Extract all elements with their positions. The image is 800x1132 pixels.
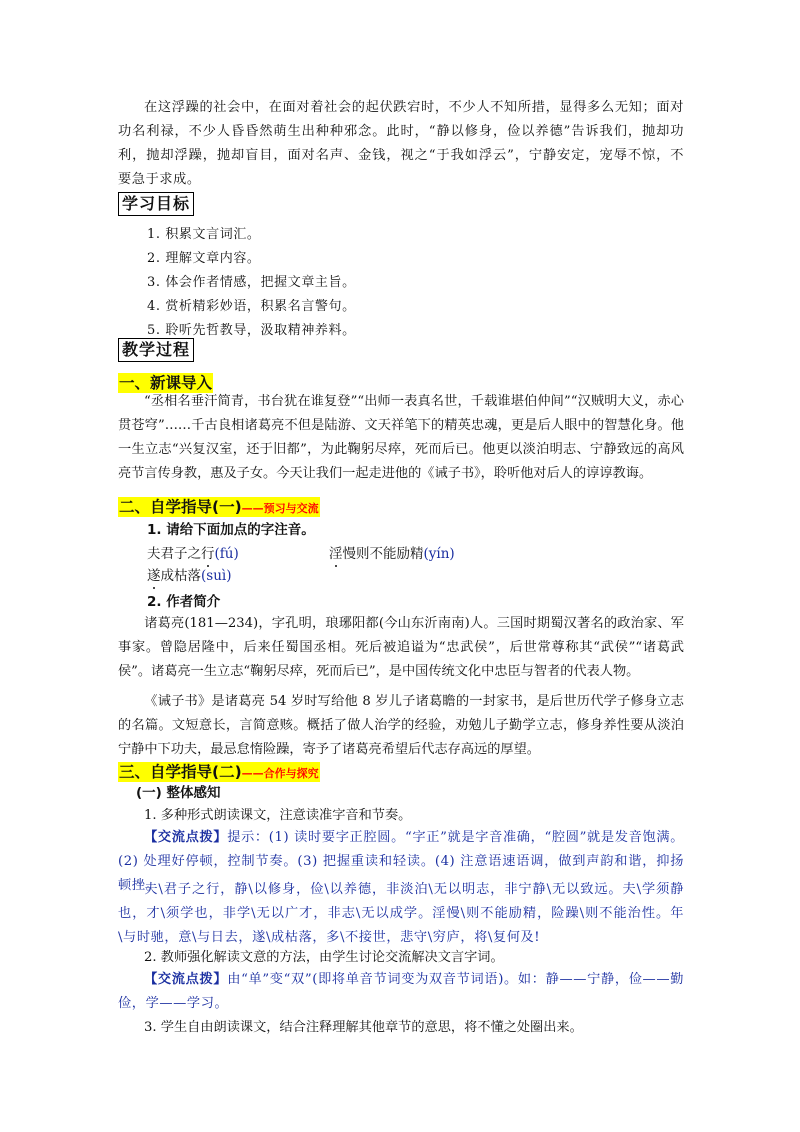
book-intro-text: 《诫子书》是诸葛亮 54 岁时写给他 8 岁儿子诸葛瞻的一封家书，是后世历代学子修身立志的名篇。文短意长，言简意赅。概括了做人治学的经验，劝勉儿子勤学立志，修身养性要从淡泊宁静中下功夫，最忌怠惰险躁，寄予了诸葛亮希望后代志存高远的厚望。 [118, 694, 684, 757]
author-text: 诸葛亮(181—234)，字孔明，琅琊阳都(今山东沂南南)人。三国时期蜀汉著名的政治家、军事家。曾隐居隆中，后来任蜀国丞相。死后被追谥为“忠武侯”，后世常尊称其“武侯”“诸葛武侯”。诸葛亮一生立志“鞠躬尽瘁，死而后已”，是中国传统文化中忠臣与智者的代表人物。 [118, 616, 684, 679]
pinyin-word-1: 夫君子之行(fú) [147, 546, 239, 562]
section-2-title: 二、自学指导(一)——预习与交流 [119, 498, 319, 516]
section-1-text: “丞相名垂汗简青，书台犹在谁复登”“出师一表真名世，千载谁堪伯仲间”“汉贼明大义，赤心贯苍穹”……千古良相诸葛亮不但是陆游、文天祥笔下的精英忠魂，更是后人眼中的智慧化身。他一生立志“兴复汉室，还于旧都”，为此鞠躬尽瘁，死而后已。他更以淡泊明志、宁静致远的高风亮节言传身教，惠及子女。今天让我们一起走进他的《诫子书》，聆听他对后人的谆谆教诲。 [118, 394, 684, 481]
goals-heading: 学习目标 [118, 192, 194, 216]
goal-item: 5. 聆听先哲教导，汲取精神养料。 [147, 323, 356, 338]
pinyin-word-3: 遂成枯落(suì) [147, 568, 232, 584]
goal-item: 1. 积累文言词汇。 [147, 227, 261, 242]
section-3-tag: ——合作与探究 [241, 767, 319, 780]
task-item-3: 3. 学生自由朗读课文，结合注释理解其他章节的意思，将不懂之处圈出来。 [144, 1020, 583, 1035]
tip-label: 【交流点拨】 [144, 972, 228, 987]
pinyin-word-2: 淫慢则不能励精(yín) [329, 546, 455, 562]
rhythm-text: 夫\君子之行，静\以修身，俭\以养德，非淡泊\无以明志，非宁静\无以致远。夫\学须静也，才\须学也，非学\无以广才，非志\无以成学。淫慢\则不能励精，险躁\则不能治性。年\与时驰，意\与日去，遂\成枯落，多\不接世，悲守\穷庐，将\复何及! [118, 882, 684, 945]
goal-item: 2. 理解文章内容。 [147, 251, 261, 266]
goal-item: 4. 赏析精彩妙语，积累名言警句。 [147, 299, 356, 314]
section-1-title: 一、新课导入 [119, 374, 213, 392]
section-3-title: 三、自学指导(二)——合作与探究 [119, 763, 319, 781]
task-item-1: 1. 多种形式朗读课文，注意读准字音和节奏。 [144, 808, 412, 823]
goal-item: 3. 体会作者情感，把握文章主旨。 [147, 275, 356, 290]
intro-paragraph: 在这浮躁的社会中，在面对着社会的起伏跌宕时，不少人不知所措，显得多么无知；面对功名利禄，不少人昏昏然萌生出种种邪念。此时，“静以修身，俭以养德”告诉我们，抛却功利，抛却浮躁，抛却盲目，面对名声、金钱，视之“于我如浮云”，宁静安定，宠辱不惊，不要急于求成。 [118, 100, 684, 187]
process-heading: 教学过程 [118, 338, 194, 362]
author-heading: 2. 作者简介 [147, 594, 221, 610]
tip-2: 【交流点拨】由“单”变“双”(即将单音节词变为双音节词语)。如：静——宁静，俭——勤俭，学——学习。 [118, 972, 684, 1011]
tip-label: 【交流点拨】 [144, 830, 228, 845]
section-2-tag: ——预习与交流 [241, 502, 319, 515]
subsection-overall: (一) 整体感知 [136, 785, 221, 801]
tip-1: 【交流点拨】提示：(1) 读时要字正腔圆。“字正”就是字音准确，“腔圆”就是发音饱满。(2) 处理好停顿，控制节奏。(3) 把握重读和轻读。(4) 注意语速语调，做到声韵和谐，抑扬顿挫。 [118, 830, 684, 893]
task-item-2: 2. 教师强化解读文意的方法，由学生讨论交流解决文言字词。 [144, 950, 504, 965]
pinyin-task-heading: 1. 请给下面加点的字注音。 [147, 522, 315, 538]
